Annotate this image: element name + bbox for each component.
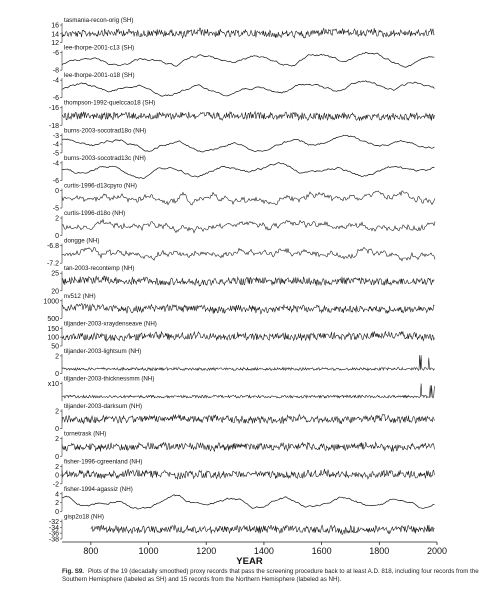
series-label: tiljander-2003-darksum (NH)	[64, 403, 143, 411]
series-line	[62, 276, 434, 286]
y-tick-label: 0	[55, 472, 59, 480]
series-label: burns-2003-socotrad13c (NH)	[64, 154, 146, 162]
series-label: curtis-1996-d18o (NH)	[64, 210, 126, 218]
y-tick-label: -5	[52, 150, 59, 158]
y-tick-label: 4	[55, 491, 59, 499]
track-15	[55, 403, 434, 433]
series-label: tan-2003-recontemp (NH)	[64, 265, 135, 273]
y-tick-label: 1000	[43, 298, 59, 306]
y-tick-label: -6	[52, 95, 59, 103]
y-tick-label: 25	[51, 270, 59, 278]
track-16	[55, 431, 434, 461]
track-14	[48, 376, 435, 402]
series-line	[62, 495, 434, 509]
proxy-tracks	[43, 17, 435, 544]
series-label: tiljander-2003-lightsum (NH)	[64, 347, 142, 355]
series-line	[62, 112, 434, 121]
x-tick-label: 1600	[311, 546, 332, 556]
series-label: tiljander-2003-thicknessmm (NH)	[64, 375, 155, 383]
track-9	[47, 238, 435, 268]
x-axis-label: YEAR	[236, 556, 263, 566]
track-2	[53, 45, 435, 75]
y-tick-label: -6	[52, 50, 59, 58]
series-line	[62, 163, 434, 179]
y-tick-label: 0	[55, 426, 59, 434]
y-tick-label: 150	[47, 325, 59, 333]
y-tick-label: -5	[52, 205, 59, 213]
x-tick-label: 2000	[426, 546, 448, 556]
y-tick-label: -38	[48, 536, 59, 544]
track-17	[53, 458, 435, 488]
y-tick-label: x10	[47, 381, 59, 389]
series-line	[62, 304, 434, 314]
x-tick-label: 800	[83, 546, 99, 556]
y-tick-label: 20	[51, 288, 59, 296]
y-tick-label: 0	[55, 187, 59, 195]
y-tick-label: -2	[52, 481, 59, 489]
y-tick-label: 0	[55, 233, 59, 241]
series-line	[62, 355, 434, 370]
series-line	[62, 384, 434, 399]
y-tick-label: 50	[51, 343, 59, 351]
series-label: burns-2003-socotrad18o (NH)	[64, 127, 147, 135]
x-tick-label: 1400	[253, 546, 274, 556]
x-axis	[62, 542, 447, 566]
y-tick-label: 0	[55, 371, 59, 379]
y-tick-label: -7.2	[46, 260, 59, 268]
series-line	[62, 414, 434, 424]
y-tick-label: 2	[55, 463, 59, 471]
y-tick-label: -34	[48, 524, 59, 532]
y-tick-label: -32	[48, 518, 59, 526]
y-tick-label: -4	[52, 160, 59, 168]
series-label: curtis-1996-d13cpyro (NH)	[64, 182, 137, 190]
y-tick-label: -16	[48, 105, 59, 113]
series-label: fisher-1994-agassiz (NH)	[64, 485, 133, 493]
track-19	[49, 513, 435, 543]
x-tick-label: 1800	[369, 546, 390, 556]
series-line	[62, 135, 434, 152]
series-label: gisp2o18 (NH)	[64, 513, 104, 521]
series-line	[62, 469, 434, 479]
y-tick-label: -3	[52, 132, 59, 140]
series-label: fisher-1996-cgreenland (NH)	[64, 458, 143, 466]
series-label: thompson-1992-quelccao18 (SH)	[64, 99, 156, 107]
caption-text: Plots of the 19 (decadally smoothed) proxy records that pass the screening procedure back to at least A.D. 818, including four records from the Southern Hemisphere (labeled as SH) and 15 records from the Northern Hemisphere (labeled as NH).	[62, 568, 479, 583]
y-tick-label: 14	[51, 31, 59, 39]
series-label: tasmania-recon-orig (SH)	[64, 17, 134, 24]
series-line	[62, 191, 435, 205]
series-line	[62, 442, 434, 451]
series-line	[62, 220, 435, 233]
y-tick-label: -6.8	[46, 243, 59, 251]
y-tick-label: 500	[47, 315, 59, 323]
x-tick-label: 1000	[138, 546, 159, 556]
track-6	[53, 155, 435, 185]
series-label: lee-thorpe-2001-o18 (SH)	[64, 72, 135, 80]
series-label: nv512 (NH)	[64, 292, 96, 300]
series-line	[62, 81, 434, 96]
series-label: lee-thorpe-2001-c13 (SH)	[64, 44, 135, 52]
x-tick-label: 1200	[196, 546, 217, 556]
y-tick-label: -18	[48, 122, 59, 130]
track-5	[53, 127, 435, 157]
y-tick-label: -36	[48, 530, 59, 538]
caption-label: Fig. S9.	[62, 568, 85, 575]
y-tick-label: 100	[47, 334, 59, 342]
y-tick-label: 0	[55, 453, 59, 461]
track-8	[55, 210, 435, 240]
y-tick-label: 2	[55, 408, 59, 416]
y-tick-label: -4	[52, 141, 59, 149]
y-tick-label: 2	[55, 436, 59, 444]
series-line	[62, 247, 435, 260]
y-tick-label: 12	[51, 40, 59, 48]
track-4	[49, 100, 435, 130]
track-13	[55, 348, 434, 378]
series-label: dongge (NH)	[64, 237, 100, 245]
track-10	[51, 265, 434, 295]
y-tick-label: -4	[52, 77, 59, 85]
y-tick-label: 2	[55, 500, 59, 508]
track-18	[55, 486, 434, 516]
figure-caption	[62, 568, 492, 584]
series-line	[62, 52, 434, 67]
y-tick-label: 2	[55, 215, 59, 223]
track-11	[43, 293, 434, 323]
y-tick-label: -6	[52, 177, 59, 185]
series-line	[91, 525, 435, 534]
track-12	[47, 320, 434, 350]
series-label: tornetrask (NH)	[64, 430, 107, 438]
track-7	[53, 182, 435, 212]
track-3	[53, 72, 435, 102]
y-tick-label: 2	[55, 353, 59, 361]
y-tick-label: -8	[52, 67, 59, 75]
series-line	[62, 331, 434, 341]
y-tick-label: 16	[51, 22, 59, 30]
series-line	[62, 28, 434, 38]
series-label: tiljander-2003-xraydenseave (NH)	[64, 320, 157, 328]
y-tick-label: 0	[55, 508, 59, 516]
track-1	[51, 17, 434, 47]
